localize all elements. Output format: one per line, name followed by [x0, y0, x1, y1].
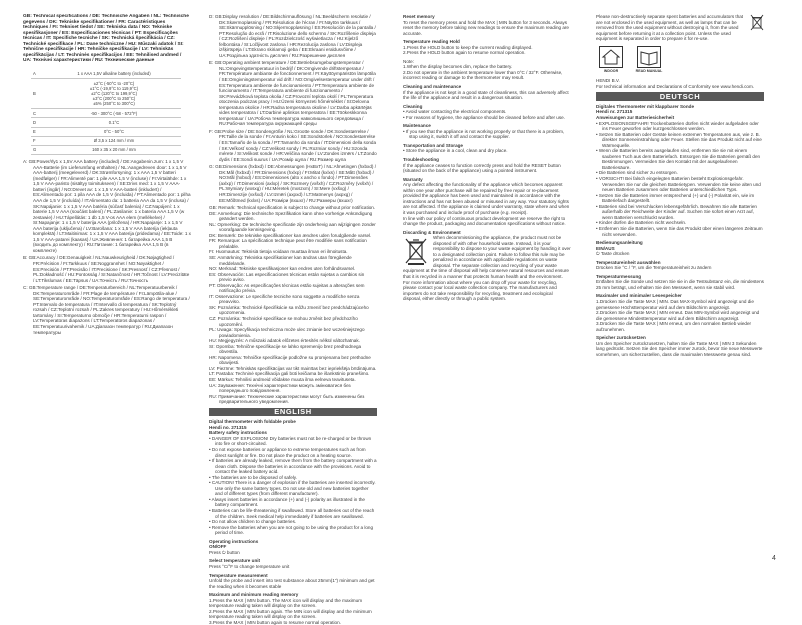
maxmin-step: 1.Press the MAX | MIN button. The MAX icon will display and the maximum temperature reading taken will display on the screen.	[209, 597, 363, 609]
spec-table	[31, 70, 181, 155]
hold-title: Temperature reading Hold	[403, 39, 460, 45]
de-onoff-title: EIN/AUS	[596, 245, 615, 251]
de-measure-title: Temperaturmessung	[596, 273, 642, 279]
spec-row-b: B ±2°C (-50°C to -20°C) ±1°C (-19,9°C to 119,9°C) ±2°C (120°C to 199,9°C) ±3°C (200°C to 250°C) ±5% (250°C to 300°C)	[31, 79, 181, 109]
spec-para-e: E: GB:Operating ambient temperature / DE:Betriebsumgebungstemperatur / NL:Omgevingstemperatuur in bedrijf / DK:Omgivende driftstemperatur / FR:Température ambiante de fonctionnement / FI:Käyttöympäristön lämpötila / SE:Omgivningstemperatur vid drift / NO:Omgivelsestemperatur under drift / ES:Temperatura ambiente de funcionamiento / PT:Temperatura ambiente de funcionamento / IT:Temperatura ambiente di funzionamento / SK:Prevádzková teplota okolia / CZ:Provozní teplota okolí / PL:Temperatura otoczenia podczas pracy / HU:Üzemi környezeti hőmérséklet / SI:Delovna temperatura okolice / HR:Radna temperatura okoline / LV:Darba apkārtējās vides temperatūra / LT:Darbinė aplinkos temperatūra / EE:Töökeskkonna temperatuur / UA:Робоча температура навколишнього середовища / RU:Рабочая температура окружающей среды	[209, 60, 376, 127]
de-maxmin-step: 1.Drücken Sie die Taste MAX | MIN. Das MAX-Symbol wird angezeigt und die gemessene Höchsttemperatur wird auf dem Bildschirm angezeigt.	[596, 298, 754, 310]
safety-item: • CAUTION! There is a danger of explosion if the batteries are inserted incorrectly. Use only the same battery types. Do not use old and new batteries together and of different types (from different manufacturer).	[209, 480, 376, 497]
remark: SK: Poznámka: Technické špecifikácie sa môžu zmeniť bez predchádzajúceho upozornenia.	[209, 304, 369, 316]
cleaning-sub: Cleaning	[403, 103, 423, 109]
warranty-text-2: In line with our policy of continuous product development we reserve the right to change the product, packaging and documentation specifications without notice.	[403, 215, 566, 227]
remark: PT: Observação: As especificações técnicas estão sujeitas a alterações sem notificação prévia.	[209, 282, 365, 294]
read-manual-label: READ MANUAL	[635, 68, 663, 73]
de-safety-item: • Setzen Sie die Batterien immer entsprechend (+) und (-) Polarität ein, wie im Batteriefach dargestellt.	[596, 192, 755, 204]
remark: SI: Opomba: Tehnične specifikacije se lahko spremenijo brez predhodnega obvestila.	[209, 343, 362, 355]
de-reset-text: Um den Speicher zurückzusetzen, halten Sie die Taste MAX | MIN 3 Sekunden lang gedrückt. Setzen Sie den Speicher immer zurück, bevor Sie neue Messwerte vornehmen, um sicherzustellen, dass die maximalen Messwerte genau sind.	[596, 340, 763, 357]
de-safety-item: • Die Batterien sind sicher zu entsorgen.	[596, 170, 678, 176]
de-title: Digitales Thermometer mit klappbarer Sonde	[596, 103, 695, 109]
remark: HU: Megjegyzés: A műszaki adatok előzetes értesítés nélkül változhatnak.	[209, 338, 360, 344]
weee-text: Please non-destructively separate spent batteries and accumulators that are not enclosed in the used equipment, as well as lamps that can be removed from the used equipment without destroying it, from the used equipment before returning it at a collection point. Unless the used equipment is separated in order to prepare it for re-use.	[596, 14, 744, 42]
cleaning-item: • Avoid water contacting the electrical components.	[403, 109, 507, 115]
spec-para-c: C: GB:Temperature range / DE:Temperaturbereich / NL:Temperatuurbereik / DK:Temperaturområde / FR:Plage de température / FI:Lämpötila-alue / SE:Temperaturområde / NO:Temperaturområde / ES:Rango de temperatura / PT:Intervalo de temperatura / IT:Intervallo di temperatura / SK:Teplotný rozsah / CZ:Teplotní rozsah / PL:Zakres temperatury / HU:Hőmérsékleti tartomány / SI:Temperaturno območje / HR:Temperaturni raspon / LV:Temperatūras diapazons / LT:Temperatūros diapazonas / EE:Temperatuurivahemik / UA:Діапазон температур / RU:Диапазон температуры	[23, 285, 190, 335]
book-icon	[637, 46, 661, 68]
symbol-row	[596, 46, 764, 75]
spec-para-a: A: GB:Power/rly1 x 1,5V AAA battery (included) / DE:Angabenin.zum: 1 x 1,5 V AAA-Batterie (im Lieferumfang enthalten) / NL:Aangedreven door: 1 x 1,5 V AAA-batterij (meegeleverd) / DK:Strømforsyning: 1 x AAA 1,5 V batteri (medfølger) / FR:Alimenté par: 1 pile AAA 1,5 V (incluse) / FI:Virtalähde: 1 x 1,5 V AAA-paristo (sisältyy toimitukseen) / SE:Drivs med: 1 x 1,5 V AAA-batteri (ingår) / NO:Drevet av: 1 x 1,5 V AAA-batteri (inkludert) / ES:Alimentado por: 1 pila AAA de 1,5 V (incluida) / PT:Alimentado por: 1 pilha AAA de 1,5 V (incluída) / IT:Alimentato da: 1 batteria AAA da 1,5 V (inclusa) / SK:Napájanie: 1 x 1,5 V AAA batéria (súčasť balenia) / CZ:Napájení: 1 x baterie 1,5 V AAA (součást balení) / PL:Zasilanie: 1 x bateria AAA 1,5 V (w zestawie) / HU:Tápellátás: 1 db 1,5 V-os AAA elem (mellékelve) / SI:Napajanje: 1 x 1,5 V baterija AAA (priložena) / HR:Napajanje: 1 x 1,5 V AAA baterija (uključena) / LV:Barošana: 1 x 1,5 V AAA baterija (iekļauta komplektā) / LT:Maitinimas: 1 x 1,5 V AAA baterija (pridedama) / EE:Toide: 1 x 1,5 V AAA-patarei (kaasas) / UA:Живлення: 1 батарейка AAA 1,5 В (входить до комплекту) / RU:Питание: 1 батарейка AAA 1,5 В (в комплекте)	[23, 159, 191, 253]
cleaning-item: • For reasons of hygiene, the appliance should be cleaned before and after use.	[403, 114, 565, 120]
safety-item: • The batteries are to be disposed of safely.	[209, 474, 298, 480]
note-item: 2.Do not operate in the ambient temperature lower than 0°C / 32°F. Otherwise, incorrect reading or damage to the thermometer may result.	[403, 69, 563, 81]
product-title: Digital thermometer with foldable probe	[209, 419, 296, 425]
de-safety-item: • Wenn die Batterien bereits ausgelaufen sind, entfernen Sie sie mit einem sauberen Tuch aus dem Batteriefach. Entsorgen Sie die Batterien gemäß den Bestimmungen. Vermeiden Sie den Kontakt mit der ausgelaufenen Batteriesäure.	[596, 148, 761, 170]
remark: FR: Remarque: La spécification technique peut être modifiée sans notification préalable.	[209, 238, 367, 249]
de-safety-title: Anweisungen zur Batteriesicherheit	[596, 115, 675, 121]
warranty-text: Any defect affecting the functionality of the appliance which becomes apparent within one year after purchase will be repaired by free repair or re-placement provided the appliance has been used and maintained in accordance with the instructions and has not been abused or misused in any way. Your statutory rights are not affected. If the appliance is claimed under warranty, state where and when it was purchased and include proof of purchase (e.g. receipt).	[403, 182, 570, 215]
de-op-title: Bedienungsanleitung	[596, 240, 643, 246]
onoff-title: ON/OFF	[209, 544, 227, 550]
spec-row-g: G 160 x 35 x 20 mm / mm	[31, 145, 181, 154]
hold-step: 2.Press the HOLD button again to resume normal operation.	[403, 50, 526, 56]
column-4	[596, 14, 764, 357]
safety-title: Battery safety instructions	[209, 430, 267, 436]
disposal-text-2: For more information about where you can drop off your waste for recycling, please contact your local waste collection company. The manufacturers and importers do not take responsibility for recycling, treatment and ecological disposal, either directly or through a public system.	[403, 279, 558, 302]
company-name: HENDI B.V.	[596, 78, 620, 84]
indoor-label: INDOOR	[603, 68, 619, 73]
column-1	[23, 14, 191, 337]
safety-item: • Remove the batteries when you are not going to be using the product for a long period of time.	[209, 524, 374, 536]
operating-title: Operating instructions	[209, 538, 259, 544]
reset-text: To reset the memory press and hold the MAX | MIN button for 3 seconds. Always reset the memory before taking new readings to ensure the maximum reading are accurate.	[403, 19, 569, 36]
de-model: Hendi nr. 271315	[596, 109, 633, 115]
maxmin-title: Maximum and minimum reading memory	[209, 592, 299, 598]
remark: UA: Зауваження: Технічні характеристики можуть змінюватися без попереднього повідомлення.	[209, 382, 351, 394]
unit-title: Select temperature unit	[209, 558, 261, 564]
de-reset-title: Speicher zurücksetzen	[596, 335, 646, 341]
measure-title: Temperature measurement	[209, 572, 268, 578]
spec-para-b: B: GB:Accuracy / DE:Genauigkeit / NL:Nauwkeurigheid / DK:Nøjagtighed / FR:Précision / FI:Tarkkuus / SE:Noggrannhet / NO:Nøyaktighet / ES:Precisión / PT:Precisão / IT:Precisione / SK:Presnosť / CZ:Přesnost / PL:Dokładność / HU:Pontosság / SI:Natančnost / HR:Točnost / LV:Precizitāte / LT:Tikslumas / EE:Täpsus / UA:Точність / RU:Точность	[23, 255, 190, 283]
de-safety-item: • Entfernen Sie die Batterien, wenn Sie das Produkt über einen längeren Zeitraum nicht verwenden.	[596, 225, 763, 237]
onoff-text: Press ⏻ button	[209, 549, 240, 555]
remark: NL: Opmerking: De technische specificatie zijn onderhevig aan wijzigingen zonder voorafgaande kennisgeving.	[209, 221, 376, 233]
product-model: Hendi no. 271315	[209, 424, 247, 430]
remark: IT: Osservazione: Le specifiche tecniche sono soggette a modifiche senza preavviso.	[209, 293, 360, 305]
cleaning-intro: If the appliance is not kept in a good state of cleanliness, this can adversely affect the life of the appliance and result in a dangerous situation.	[403, 89, 569, 101]
measure-text: Unfold the probe and insert into test substance about 25mm(1") minimum and get the reading when it becomes stable	[209, 578, 375, 589]
remark: FI: Huomautus: Teknisiä tietoja voidaan muuttaa ilman eri ilmoitusta.	[209, 249, 348, 255]
spec-row-f: F Ø 3,5 x 124 mm / mm	[31, 136, 181, 145]
safety-item: • DANGER OF EXPLOSION! Dry batteries must not be re-charged or be thrown into fire or short-circuited.	[209, 435, 372, 447]
safety-item: • Always insert batteries in accordance (+) and (-) polarity as illustrated in the battery compartment.	[209, 496, 365, 508]
trouble-text: If the appliance ceases to function correctly press and hold the RESET button (situated on the back of the appliance) using a pointed instrument.	[403, 162, 561, 174]
disposal-text: When decommissioning the appliance, the product must not be disposed of with other household waste. Instead, it is your responsibility to dispose to your waste equipment by handing it over to a designated collection point. Failure to follow this rule may be penalized in accordance with applicable regulations on waste disposal. The separate collection and recycling of your waste equipment at the time of disposal will help conserve natural resources and ensure that it is recycled in a manner that protects human health and the environment.	[403, 235, 571, 279]
remark: DE: Anmerkung: Die technische Spezifikation kann ohne vorherige Ankündigung geändert werden.	[209, 210, 373, 222]
note-item: 1.When the display becomes dim, replace the battery.	[403, 64, 513, 70]
disposal-title: Discarding & Environment	[403, 229, 461, 235]
safety-item: • If batteries are already leaked, remove them from the battery compartment with a clean cloth. Dispose the batteries in accordance with the provisions. Avoid to contact the leaked battery acid.	[209, 458, 377, 475]
de-onoff-text: ⏻ Taste drücken	[596, 251, 630, 257]
note-title: Note:	[403, 58, 414, 64]
indoor-symbol	[596, 46, 626, 75]
transport-sub: Transportation and Storage	[403, 142, 463, 148]
spec-para-d: D: GB:Display resolution / DE:Bildschirmauflösung / NL:Beeldscherm resolutie / DK:Skærmopløsning / FR:Résolution de l'écran / FI:Näytön tarkkuus / SE:Skärmupplösning / NO:Skjermoppløsning / ES:Resolución de la pantalla / PT:Resolução do ecrã / IT:Risoluzione dello schermo / SK:Rozlíšenie displeja / CZ:Rozlišení displeje / PL:Rozdzielczość wyświetlacza / HU:Kijelző felbontása / SI:Ločljivost zaslona / HR:Rezolucija zaslona / LV:Displeja izšķirtspēja / LT:Ekrano skiriamoji geba / EE:Ekraani eraldusvõime / UA:Роздільна здатність дисплея / RU:Разрешение дисплея	[209, 14, 376, 58]
de-unit-title: Temperatureinheit auswählen	[596, 259, 661, 265]
spec-header: GB: Technical specifications / DE: Technische Angaben / NL: Technische gegevens / DK: Tekniske specifikationer / FR: Caractéristiques techniques / FI: Tekniset tiedot / SE: Tekniska data / NO: Tekniske spesifikasjoner / ES: Especificaciones técnicas / PT: Especificações técnicas / IT: Specifiche tecniche / SK: Technická špecifikácia / CZ: Technické specifikace / PL: Dane techniczne / HU: Műszaki adatok / SI: Tehnične specifikacije / HR: Tehničke specifikacije / LV: Tehniskās specifikācijas / LT: Techninės specifikacijos / EE: Tehnilised andmed / UA: Технічні характеристики / RU: Технические данные	[23, 14, 189, 64]
column-3-reset	[403, 14, 571, 302]
spec-row-e: E 0°C - 50°C	[31, 127, 181, 136]
safety-item: • Do not allow children to change batteries.	[209, 519, 297, 525]
trouble-title: Troubleshooting	[403, 157, 439, 163]
de-safety-item: • Setzen Sie Batterien oder Geräte keinen extremen Temperaturen aus, wie z. B. direkter Sonneneinstrahlung oder Feuer. Stellen Sie das Produkt nicht auf eine Wärmequelle.	[596, 131, 762, 148]
read-manual-symbol	[634, 46, 664, 75]
spec-row-a: A 1 x AAA 1,5V alkaline battery (included)	[31, 70, 181, 79]
remark: SE: Anmärkning: Tekniska specifikationer kan ändras utan föregående meddelande.	[209, 254, 352, 266]
maxmin-step: 3.Press the MAX | MIN button again to resume normal operation.	[209, 619, 341, 625]
remark: EE: Märkus: Tehnilisi andmeid võidakse muuta ilma eelneva teavituseta.	[209, 377, 356, 382]
info-text: For technical information and Declarations of Conformity see www.hendi.com.	[596, 83, 755, 89]
crossed-bin-icon	[403, 236, 429, 266]
crossed-bin-small-icon	[750, 14, 764, 32]
remark: PL: Uwaga: Specyfikacja techniczna może ulec zmianie bez wcześniejszego powiadomienia.	[209, 327, 365, 338]
remark: ES: Observación: Las especificaciones técnicas están sujetas a cambios sin previo aviso.	[209, 271, 365, 283]
column-2	[209, 14, 377, 625]
de-maxmin-step: 3.Drücken Sie die Taste MAX | MIN erneut, um den normalen Betrieb wieder aufzunehmen.	[596, 321, 752, 332]
transport-item: • Store the appliance in a cool, clean and dry place.	[403, 148, 508, 154]
maint-item: • If you see that the appliance is not working properly or that there is a problem, stop using it, switch it off and contact the supplier.	[403, 128, 565, 140]
de-safety-item: • Kinder dürfen die Batterien nicht wechseln.	[596, 220, 687, 226]
remark: RU: Примечание: Технические характеристики могут быть изменены без предварительного уведомления.	[209, 393, 365, 405]
english-banner: ENGLISH	[209, 408, 377, 417]
remark: HR: Napomena: Tehničke specifikacije podložne su promjenama bez prethodne obavijesti.	[209, 354, 371, 366]
de-measure-text: Entfalten Sie die Sonde und setzen Sie sie in die Testsubstanz ein, die mindestens 25 mm beträgt, und erhalten Sie den Messwert, wenn sie stabil wird.	[596, 279, 764, 290]
spec-row-c: C -50 - 300°C (-58 - 572°F)	[31, 109, 181, 118]
de-safety-item: • VORSICHT! Bei falsch eingelegten Batterien besteht Explosionsgefahr. Verwenden Sie nur die gleichen Batterietypen. Verwenden Sie keine alten und neuen Batterien zusammen oder Batterien unterschiedlichen Typs.	[596, 176, 761, 193]
unit-text: Press °C/°F to change temperature unit	[209, 563, 290, 569]
reset-title: Reset memory	[403, 14, 435, 19]
de-maxmin-step: 2.Drücken Sie die Taste MAX | MIN erneut. Das MIN-Symbol wird angezeigt und die gemessene Mindesttemperatur wird auf dem Bildschirm angezeigt.	[596, 310, 760, 321]
cleaning-title: Cleaning and maintenance	[403, 84, 462, 90]
warranty-title: Warranty	[403, 176, 423, 182]
maxmin-step: 2.Press the MAX | MIN button again. The MIN icon will display and the minimum temperature reading taken will display on the screen.	[209, 608, 372, 620]
house-icon	[599, 46, 623, 68]
page-number: 4	[772, 555, 776, 562]
hold-step: 1.Press the HOLD button to keep the current reading displayed.	[403, 44, 533, 50]
remark: LT: Pastaba: Techninė specifikacija gali būti keičiama be išankstinio pranešimo.	[209, 371, 370, 377]
de-safety-item: • Batterien sind bei Verschlucken lebensgefährlich. Bewahren Sie alle Batterien außerhalb der Reichweite der Kinder auf. Suchen Sie sofort einen Arzt auf, wenn Batterien verschluckt wurden.	[596, 203, 757, 220]
spec-para-g: G: GB:Dimensions (hxbxd) / DE:Abmessungen (HxBxT) / NL:Afmetingen (hxbxd) / DK:Mål (hxbxd) / FR:Dimensions (hxlxp) / FI:Mitat (kxlxs) / SE:Mått (hxbxd) / NO:Mål (hxbxd) / ES:Dimensiones (alto x ancho x fondo) / PT:Dimensões (axlxp) / IT:Dimensioni (axlxp) / SK:Rozmery (vxšxh) / CZ:Rozměry (vxšxh) / PL:Wymiary (wxsxg) / HU:Méretek (mxszxm) / SI:Mere (vxšxg) / HR:Dimenzije (vxšxd) / LV:Izmēri (axpxd) / LT:Matmenys (axpxg) / EE:Mõõtmed (kxlxs) / UA:Розміри (вxшxг) / RU:Размеры (вxшxг)	[209, 164, 376, 203]
remark: NO: Merknad: Tekniske spesifikasjoner kan endres uten forhåndsvarsel.	[209, 266, 356, 272]
de-maxmin-title: Maximaler und minimaler Lesespeicher	[596, 293, 682, 299]
de-unit-text: Drücken Sie °C / °F, um die Temperatureinheit zu ändern	[596, 265, 712, 271]
deutsch-banner: DEUTSCH	[596, 92, 764, 101]
de-safety-item: • EXPLOSIONSGEFAHR! Trockenbatterien dürfen nicht wieder aufgeladen oder ins Feuer geworfen oder kurzgeschlossen werden.	[596, 120, 759, 132]
remark: LV: Piezīme: Tehniskās specifikācijas var tikt mainītas bez iepriekšēja brīdinājuma.	[209, 365, 377, 371]
remark: GB: Remark: Technical specification is subject to change without prior notification.	[209, 205, 376, 211]
remark: CZ: Poznámka: Technické specifikace se mohou změnit bez předchozího upozornění.	[209, 315, 358, 327]
spec-para-f: F: GB:Probe size / DE:Sondengröße / NL:Grootte sonde / DK:Sondestørrelse / FR:Taille de la sonde / FI:Anturin koko / SE:Sondstorlek / NO:Sondestørrelse / ES:Tamaño de la sonda / PT:Tamanho da sonda / IT:Dimensioni della sonda / SK:Veľkosť sondy / CZ:Velikost sondy / PL:Rozmiar sondy / HU:Szonda mérete / SI:Velikost sonde / HR:Veličina sonde / LV:Zondes izmērs / LT:Zondo dydis / EE:Sondi suurus / UA:Розмір щупа / RU:Размер щупа	[209, 128, 377, 162]
remark: DK: Bemærk: De tekniske specifikationer kan ændres uden forudgående varsel.	[209, 232, 372, 238]
maint-sub: Maintenance	[403, 123, 431, 129]
safety-item: • Batteries can be life-threatening if swallowed. Store all batteries out of the reach of the children. Seek medical help immediately if batteries are swallowed.	[209, 508, 375, 519]
spec-row-d: D 0.1°C	[31, 118, 181, 127]
safety-item: • Do not expose batteries or appliance to extreme temperatures such as from direct sunlight or fire. Do not place the product on a heating source.	[209, 447, 366, 458]
